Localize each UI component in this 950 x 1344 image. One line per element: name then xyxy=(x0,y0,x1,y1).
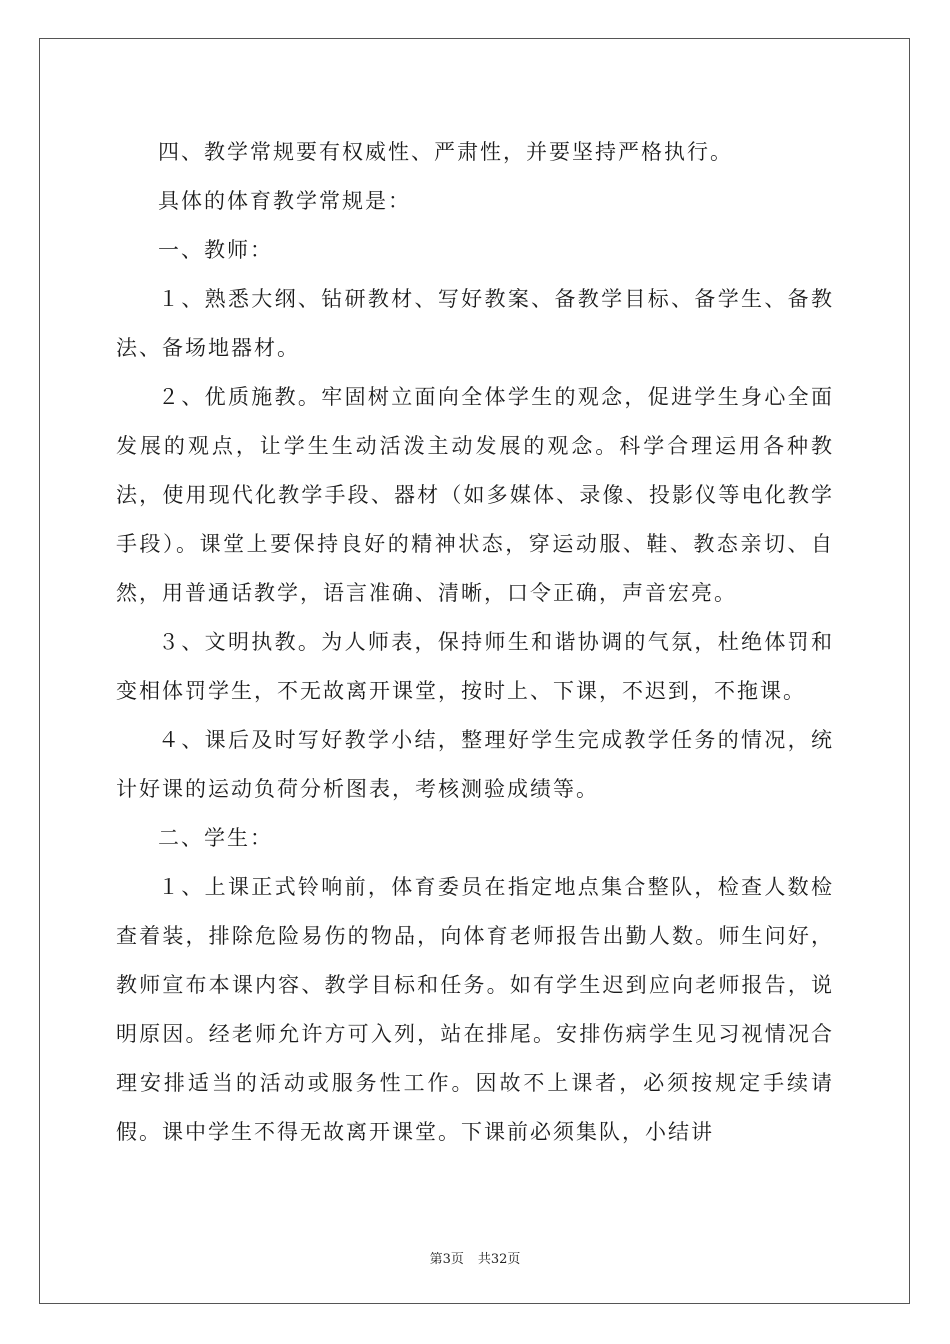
paragraph-student-item-1: １、上课正式铃响前，体育委员在指定地点集合整队，检查人数检查着装，排除危险易伤的物品，向体育老师报告出勤人数。师生问好，教师宣布本课内容、教学目标和任务。如有学生迟到应向老师报告，说明原因。经老师允许方可入列，站在排尾。安排伤病学生见习视情况合理安排适当的活动或服务性工作。因故不上课者，必须按规定手续请假。课中学生不得无故离开课堂。下课前必须集队，小结讲 xyxy=(116,875,834,1144)
heading-student: 二、学生： xyxy=(158,826,273,850)
paragraph-teacher-item-3: ３、文明执教。为人师表，保持师生和谐协调的气氛，杜绝体罚和变相体罚学生，不无故离开课堂，按时上、下课，不迟到，不拖课。 xyxy=(116,630,834,703)
paragraph-teacher-item-4: ４、课后及时写好教学小结，整理好学生完成教学任务的情况，统计好课的运动负荷分析图表，考核测验成绩等。 xyxy=(116,728,834,801)
total-page-count: 共32页 xyxy=(477,1252,521,1267)
heading-teacher: 一、教师： xyxy=(158,238,273,262)
paragraph-teacher-item-2: ２、优质施教。牢固树立面向全体学生的观念，促进学生身心全面发展的观点，让学生生动活泼主动发展的观念。科学合理运用各种教法，使用现代化教学手段、器材（如多媒体、录像、投影仪等电化教学手段）。课堂上要保持良好的精神状态，穿运动服、鞋、教态亲切、自然，用普通话教学，语言准确、清晰，口令正确，声音宏亮。 xyxy=(116,385,834,605)
paragraph-intro: 具体的体育教学常规是： xyxy=(158,189,411,213)
current-page-number: 第3页 xyxy=(429,1252,464,1267)
paragraph-rule-four: 四、教学常规要有权威性、严肃性，并要坚持严格执行。 xyxy=(158,140,733,164)
page-footer xyxy=(0,1248,950,1267)
document-body xyxy=(116,128,834,1157)
paragraph-teacher-item-1: １、熟悉大纲、钻研教材、写好教案、备教学目标、备学生、备教法、备场地器材。 xyxy=(116,287,834,360)
